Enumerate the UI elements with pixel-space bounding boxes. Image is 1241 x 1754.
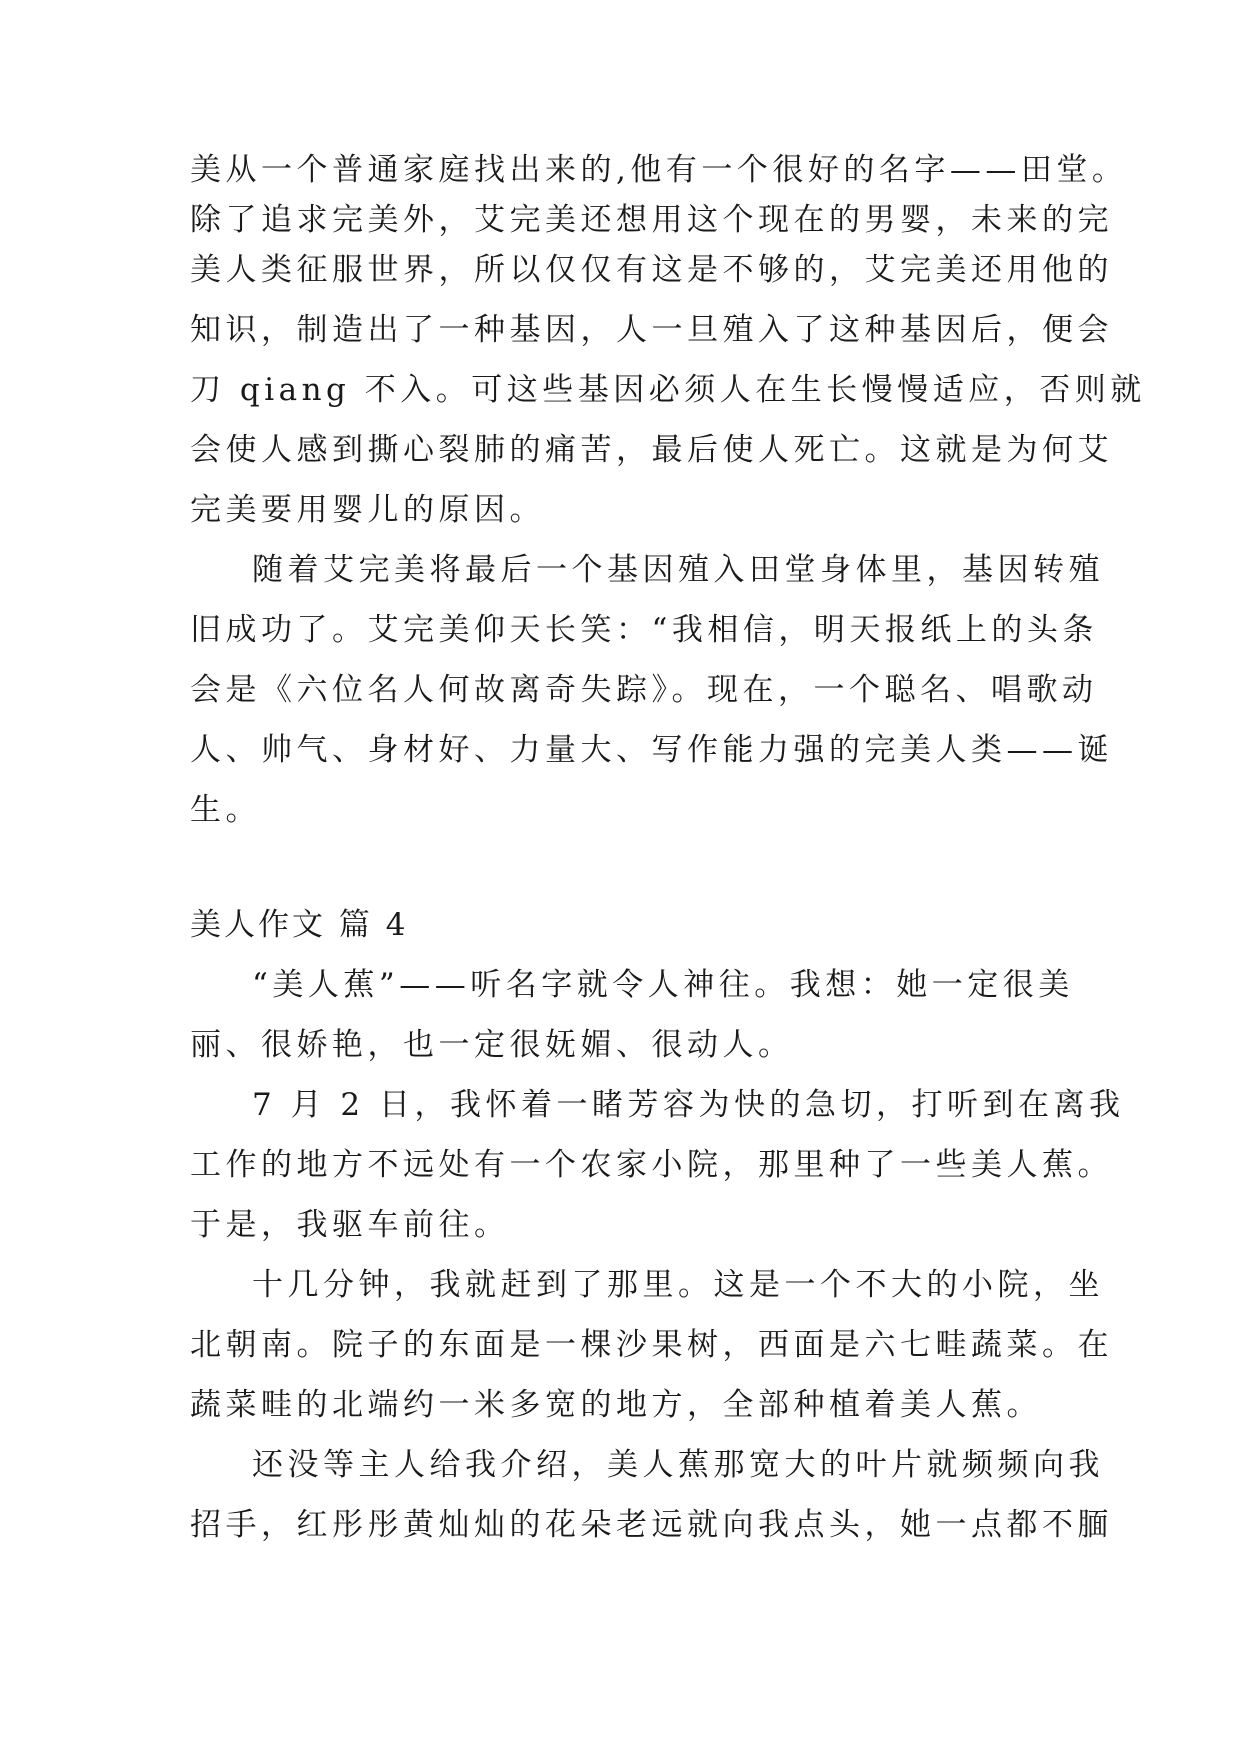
- text-line: 蔬菜畦的北端约一米多宽的地方，全部种植着美人蕉。: [190, 1387, 1042, 1423]
- text-line: 美人类征服世界，所以仅仅有这是不够的，艾完美还用他的: [190, 252, 1113, 288]
- text-line: 招手，红彤彤黄灿灿的花朵老远就向我点头，她一点都不腼: [190, 1507, 1113, 1543]
- text-line: 会使人感到撕心裂肺的痛苦，最后使人死亡。这就是为何艾: [190, 432, 1113, 468]
- text-line: 会是《六位名人何故离奇失踪》。现在，一个聪名、唱歌动: [190, 672, 1098, 708]
- text-line: 十几分钟，我就赶到了那里。这是一个不大的小院，坐: [252, 1267, 1104, 1303]
- text-line: 7 月 2 日，我怀着一睹芳容为快的急切，打听到在离我: [252, 1087, 1125, 1123]
- text-line: 刀 qiang 不入。可这些基因必须人在生长慢慢适应，否则就: [190, 372, 1146, 408]
- text-line: 完美要用婴儿的原因。: [190, 492, 545, 528]
- text-line: 人、帅气、身材好、力量大、写作能力强的完美人类——诞: [190, 732, 1113, 768]
- text-line: 丽、很娇艳，也一定很妩媚、很动人。: [190, 1027, 794, 1063]
- section-heading: 美人作文 篇 4: [190, 907, 409, 943]
- text-line: 于是，我驱车前往。: [190, 1207, 510, 1243]
- text-line: 还没等主人给我介绍，美人蕉那宽大的叶片就频频向我: [252, 1447, 1104, 1483]
- text-line: 除了追求完美外，艾完美还想用这个现在的男婴，未来的完: [190, 202, 1113, 238]
- text-line: 工作的地方不远处有一个农家小院，那里种了一些美人蕉。: [190, 1147, 1113, 1183]
- text-line: 北朝南。院子的东面是一棵沙果树，西面是六七畦蔬菜。在: [190, 1327, 1113, 1363]
- text-line: 知识，制造出了一种基因，人一旦殖入了这种基因后，便会: [190, 312, 1113, 348]
- text-line: 随着艾完美将最后一个基因殖入田堂身体里，基因转殖: [252, 552, 1104, 588]
- text-line: “美人蕉”——听名字就令人神往。我想：她一定很美: [252, 967, 1074, 1003]
- text-line: 生。: [190, 792, 261, 828]
- text-line: 旧成功了。艾完美仰天长笑：“我相信，明天报纸上的头条: [190, 612, 1098, 648]
- text-line: 美从一个普通家庭找出来的,他有一个很好的名字——田堂。: [190, 152, 1128, 188]
